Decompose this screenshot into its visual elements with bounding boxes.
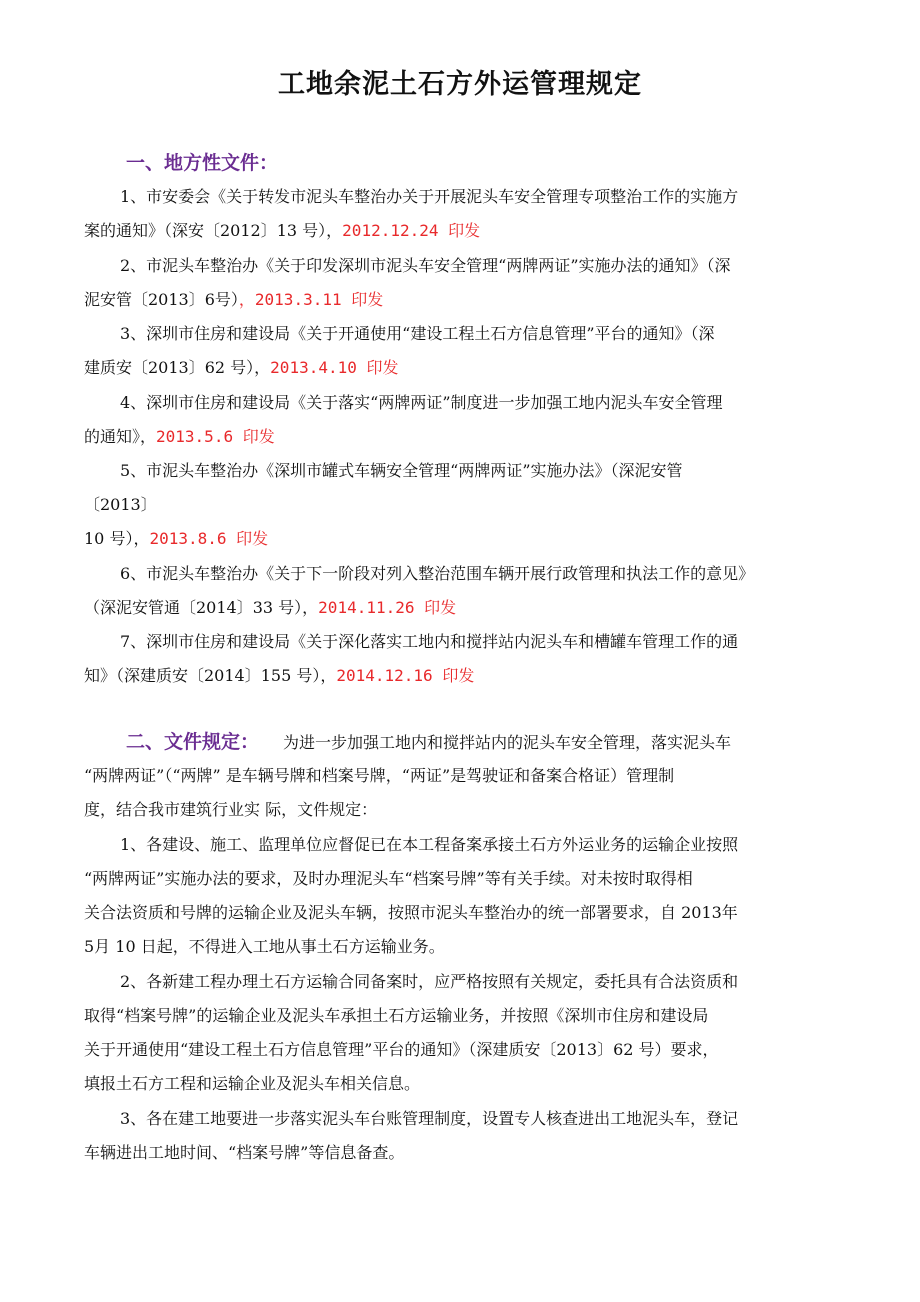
regulation-line: 1、各建设、施工、监理单位应督促已在本工程备案承接土石方外运业务的运输企业按照 <box>120 835 739 854</box>
document-entry-line <box>84 597 844 619</box>
document-entry-line <box>120 460 880 482</box>
document-entry-line <box>120 186 880 208</box>
document-entry-line <box>120 392 880 414</box>
entry-text: 3、深圳市住房和建设局《关于开通使用“建设工程土石方信息管理”平台的通知》（深 <box>120 324 715 343</box>
entry-text: （深泥安管通〔2014〕33 号）， <box>84 598 319 617</box>
entry-text: 4、深圳市住房和建设局《关于落实“两牌两证”制度进一步加强工地内泥头车安全管理 <box>120 393 723 412</box>
document-entry-line <box>84 528 844 550</box>
document-entry-line <box>120 255 880 277</box>
document-entry-line <box>120 631 880 653</box>
regulation-line: 度，结合我市建筑行业实 际，文件规定： <box>84 800 378 819</box>
regulation-line: 关于开通使用“建设工程土石方信息管理”平台的通知》（深建质安〔2013〕62 号）要求， <box>84 1040 719 1059</box>
section-regulations-intro <box>84 731 844 754</box>
regulation-line: 车辆进出工地时间、“档案号牌”等信息备查。 <box>84 1143 405 1162</box>
entry-text: 的通知》， <box>84 427 157 446</box>
document-entry-line <box>84 426 844 448</box>
document-entry-line <box>120 563 880 585</box>
regulation-line: “两牌两证”实施办法的要求，及时办理泥头车“档案号牌”等有关手续。对未按时取得相 <box>84 869 693 888</box>
entry-text: 建质安〔2013〕62 号）， <box>84 358 271 377</box>
entry-text: 知》（深建质安〔2014〕155 号）， <box>84 666 337 685</box>
section-heading-regulations: 二、文件规定： <box>126 731 260 753</box>
regulation-line: 5月 10 日起，不得进入工地从事土石方运输业务。 <box>84 937 445 956</box>
issue-date: 2014.11.26 印发 <box>318 598 457 617</box>
regulation-line: 2、各新建工程办理土石方运输合同备案时，应严格按照有关规定，委托具有合法资质和 <box>120 972 739 991</box>
regulation-line: 填报土石方工程和运输企业及泥头车相关信息。 <box>84 1074 421 1093</box>
regulation-line: 关合法资质和号牌的运输企业及泥头车辆，按照市泥头车整治办的统一部署要求，自 2013年 <box>84 903 738 922</box>
document-entry-line <box>84 357 844 379</box>
document-title: 工地余泥土石方外运管理规定 <box>278 69 642 100</box>
issue-date: 2013.5.6 印发 <box>156 427 275 446</box>
document-entry-line <box>84 494 844 516</box>
issue-date: ，2013.3.11 印发 <box>238 290 384 309</box>
regulation-line: 取得“档案号牌”的运输企业及泥头车承担土石方运输业务，并按照《深圳市住房和建设局 <box>84 1006 709 1025</box>
issue-date: 2013.4.10 印发 <box>270 358 399 377</box>
regulation-line: “两牌两证”（“两牌” 是车辆号牌和档案号牌，“两证”是驾驶证和备案合格证）管理制 <box>84 766 675 785</box>
document-entry-line <box>120 323 880 345</box>
entry-text: 1、市安委会《关于转发市泥头车整治办关于开展泥头车安全管理专项整治工作的实施方 <box>120 187 739 206</box>
entry-text: 7、深圳市住房和建设局《关于深化落实工地内和搅拌站内泥头车和槽罐车管理工作的通 <box>120 632 739 651</box>
entry-text: 5、市泥头车整治办《深圳市罐式车辆安全管理“两牌两证”实施办法》（深泥安管 <box>120 461 683 480</box>
entry-text: 2、市泥头车整治办《关于印发深圳市泥头车安全管理“两牌两证”实施办法的通知》（深 <box>120 256 731 275</box>
issue-date: 2013.8.6 印发 <box>149 529 269 548</box>
section-heading-local-documents: 一、地方性文件： <box>126 152 279 174</box>
regulation-line: 3、各在建工地要进一步落实泥头车台账管理制度，设置专人核查进出工地泥头车，登记 <box>120 1109 739 1128</box>
document-entry-line <box>84 289 844 311</box>
document-entry-line <box>84 220 844 242</box>
document-entry-line <box>84 665 844 687</box>
issue-date: 2012.12.24 印发 <box>342 221 481 240</box>
entry-text: 案的通知》（深安〔2012〕13 号）， <box>84 221 343 240</box>
intro-text: 为进一步加强工地内和搅拌站内的泥头车安全管理，落实泥头车 <box>283 733 732 752</box>
entry-text: 10 号）， <box>84 529 150 548</box>
entry-text: 泥安管〔2013〕6号） <box>84 290 239 309</box>
issue-date: 2014.12.16 印发 <box>336 666 475 685</box>
entry-text: 〔2013〕 <box>84 495 157 514</box>
entry-text: 6、市泥头车整治办《关于下一阶段对列入整治范围车辆开展行政管理和执法工作的意见》 <box>120 564 755 583</box>
